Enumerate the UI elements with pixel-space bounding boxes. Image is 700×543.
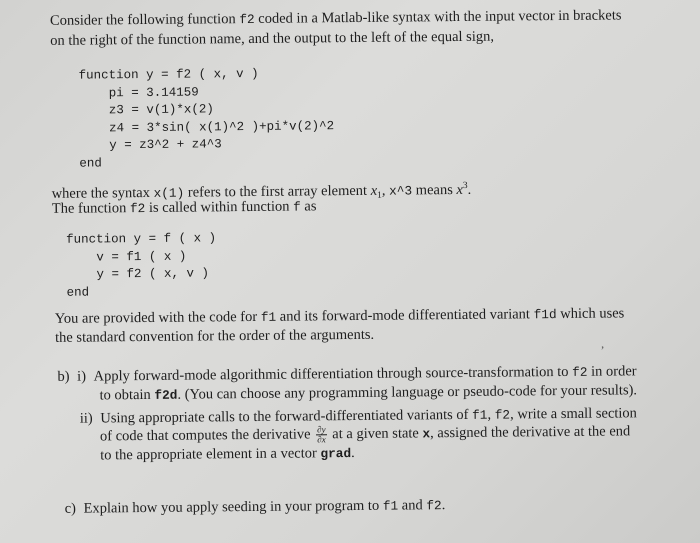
code-line: end xyxy=(66,285,90,300)
question-b-label: b) xyxy=(57,368,70,385)
code-line: y = f2 ( x, v ) xyxy=(66,266,210,282)
question-b-ii-comma: , xyxy=(487,406,495,423)
question-b-ii-text-g: . xyxy=(351,444,355,462)
code-line: z4 = 3*sin( x(1)^2 )+pi*v(2)^2 xyxy=(78,118,335,136)
syntax-var-x: x xyxy=(370,182,378,199)
provided-code-f1d: f1d xyxy=(533,307,557,323)
provided-code-f1: f1 xyxy=(260,309,277,325)
question-b-ii-code-f1: f1 xyxy=(472,407,488,423)
syntax-code-x1: x(1) xyxy=(153,185,185,201)
question-b-i-text-b: in order xyxy=(587,363,637,380)
syntax-text-a: where the syntax xyxy=(51,184,154,202)
question-c-text-b: and xyxy=(398,497,427,514)
question-b-ii-line-2 xyxy=(100,422,630,446)
syntax-code-power: x^3 xyxy=(389,183,413,199)
question-c-code-f2: f2 xyxy=(426,498,442,514)
code-line: function y = f ( x ) xyxy=(66,231,217,247)
question-b-i-code-f2d: f2d xyxy=(154,387,178,403)
intro-line-1 xyxy=(50,6,622,30)
question-c-text-a: Explain how you apply seeding in your program to xyxy=(83,497,383,517)
question-b-ii-code-x: x xyxy=(422,426,431,442)
question-b-ii-text-c: of code that computes the derivative xyxy=(99,426,315,445)
intro-line-2: on the right of the function name, and the output to the left of the equal sign, xyxy=(50,28,495,49)
code-line: v = f1 ( x ) xyxy=(66,249,187,265)
question-b-ii-code-f2: f2 xyxy=(494,407,511,423)
question-b-i-text-c: to obtain xyxy=(99,386,155,404)
fraction-denominator: ∂x xyxy=(317,434,326,445)
question-b-i-line-2 xyxy=(100,381,638,405)
intro-text-a: Consider the following function xyxy=(49,11,240,29)
question-b-ii-text-e: , assigned the derivative at the end xyxy=(430,423,631,442)
syntax-var-sub: 1 xyxy=(377,190,382,201)
question-b-i-text-d: . (You can choose any programming language or pseudo-code for your results). xyxy=(177,382,638,403)
fraction-numerator: ∂y xyxy=(317,424,326,435)
question-b-ii-code-grad: grad xyxy=(320,446,352,462)
question-b-i-code-f2: f2 xyxy=(572,364,588,380)
called-text-b: is called within function xyxy=(145,198,294,216)
derivative-fraction xyxy=(316,425,327,444)
syntax-text-d: means xyxy=(412,182,457,199)
provided-text-c: which uses xyxy=(556,305,625,323)
called-text-c: as xyxy=(300,198,317,215)
called-text-a: The function xyxy=(51,200,131,217)
provided-text-b: and its forward-mode differentiated variant xyxy=(276,306,534,325)
called-code-f2: f2 xyxy=(129,200,146,217)
question-b-ii-text-b: , write a small section xyxy=(509,405,637,423)
code-line: end xyxy=(79,155,102,171)
question-b-ii-line-3 xyxy=(100,444,355,465)
called-code-f: f xyxy=(293,199,301,215)
intro-text-b: coded in a Matlab-like syntax with the input vector in brackets xyxy=(254,7,622,27)
question-b-ii-text-d: at a given state xyxy=(328,425,423,443)
code-block-f xyxy=(66,230,217,301)
question-c-label: c) xyxy=(64,500,77,517)
syntax-text-e: . xyxy=(467,181,472,198)
called-line xyxy=(52,197,317,219)
stray-mark: , xyxy=(601,336,605,351)
question-b-i-text-a: Apply forward-mode algorithmic differentiation through source-transformation to xyxy=(93,363,573,385)
code-block-f2 xyxy=(78,65,334,172)
code-line: z3 = v(1)*x(2) xyxy=(78,102,214,118)
question-b-i-label: i) xyxy=(77,368,87,385)
code-line: y = z3^2 + z4^3 xyxy=(79,137,222,153)
code-line: function y = f2 ( x, v ) xyxy=(78,66,259,83)
provided-text-a: You are provided with the code for xyxy=(54,308,261,327)
intro-function-name: f2 xyxy=(239,11,255,28)
question-b-ii-text-f: to the appropriate element in a vector xyxy=(100,445,321,464)
question-b-ii-text-a: Using appropriate calls to the forward-differentiated variants of xyxy=(100,406,473,427)
syntax-var-sup: 3 xyxy=(462,180,468,191)
provided-line-2: the standard convention for the order of the arguments. xyxy=(54,326,375,346)
syntax-text-b: refers to the first array element xyxy=(184,182,371,201)
code-line: pi = 3.14159 xyxy=(78,84,199,101)
syntax-text-c: , xyxy=(381,182,390,199)
question-b-ii-label: ii) xyxy=(79,410,93,427)
question-c-code-f1: f1 xyxy=(382,498,399,514)
syntax-var-x2: x xyxy=(456,181,463,199)
question-c-text-c: . xyxy=(441,497,446,514)
question-c xyxy=(65,496,446,519)
